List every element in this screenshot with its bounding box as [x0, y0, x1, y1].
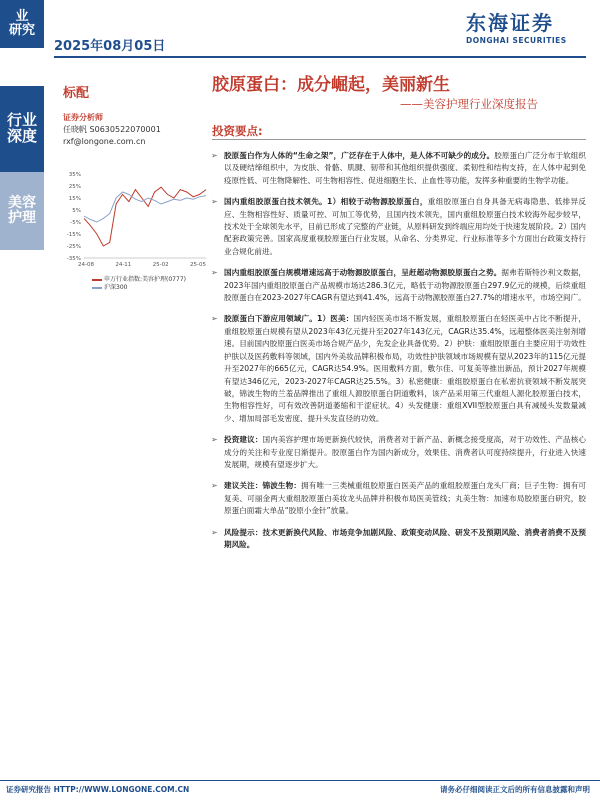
footer-divider: [0, 780, 600, 781]
key-point-item: [210, 196, 586, 258]
bullet-arrow-icon: ➢: [211, 268, 218, 278]
sidebar-tag-beauty-line1: 美容: [8, 195, 36, 212]
x-tick-label: 24-08: [78, 262, 94, 268]
industry-rating: 标配: [63, 86, 90, 101]
legend-swatch-0: [92, 279, 102, 281]
series-line-0: [84, 187, 206, 246]
key-point-bold: 建议关注：锦波生物：: [224, 481, 302, 491]
key-point-bold: 投资建议：: [224, 435, 263, 445]
key-point-item: [210, 480, 586, 517]
key-point-item: [210, 527, 586, 552]
sidebar-tag-research: [0, 0, 44, 48]
header-divider: [54, 56, 586, 58]
x-tick-label: 25-02: [152, 262, 169, 268]
legend-label-0: 申万行业指数:美容护理(0777): [104, 276, 186, 283]
series-line-1: [84, 192, 206, 222]
bullet-arrow-icon: ➢: [211, 527, 218, 537]
bullet-arrow-icon: ➢: [211, 435, 218, 445]
legend-swatch-1: [92, 287, 102, 289]
sidebar-tag-beauty-care: [0, 172, 44, 250]
footer-disclaimer: 请务必仔细阅读正文后的所有信息披露和声明: [440, 785, 590, 794]
sidebar-tag-industry-depth: [0, 86, 44, 172]
chart-legend: [92, 276, 186, 292]
analyst-heading: 证券分析师: [63, 113, 103, 122]
key-point-text: 据弗若斯特沙利文数据，2023年国内重组胶原蛋白产品规模市场达286.3亿元，略低于动物源胶原蛋白297.9亿元的规模，后续重组胶原蛋白在2023-2027年CAGR有望达到41.4%，远高于动物源胶原蛋白27.7%的增速水平，市场空间广。: [224, 268, 586, 303]
sidebar-tag-research-line1: 业: [15, 9, 29, 25]
y-tick-label: -35%: [66, 256, 81, 262]
key-points-divider: [212, 139, 586, 140]
key-point-bold: 国内重组胶原蛋白规模增速远高于动物源胶原蛋白，呈赶超动物源胶原蛋白之势。: [224, 268, 502, 278]
bullet-arrow-icon: ➢: [211, 314, 218, 324]
report-date: 2025年08月05日: [54, 39, 166, 54]
key-point-bold: 风险提示：技术更新换代风险、市场竞争加剧风险、政策变动风险、研发不及预期风险、消费者消费不及预期风险。: [224, 527, 586, 549]
key-point-item: [210, 150, 586, 187]
key-point-text: 国内美容护理市场更新换代较快，消费者对于新产品、新概念接受度高，对于功效性、产品核心成分的关注和专业度日渐提升。胶原蛋白作为国内新成分，效果佳、消费者认可度持续提升，行业进入快速发展期，规模有望逐步扩大。: [224, 435, 587, 469]
key-point-bold: 胶原蛋白下游应用领域广。1）医美：: [224, 314, 354, 324]
index-performance-chart: [60, 170, 210, 270]
key-point-item: [210, 267, 586, 304]
y-tick-label: 35%: [68, 172, 81, 178]
report-title: 胶原蛋白：成分崛起，美丽新生: [212, 75, 450, 95]
legend-label-1: 沪深300: [104, 284, 128, 291]
key-point-item: [210, 313, 586, 425]
y-tick-label: -15%: [66, 232, 81, 238]
bullet-arrow-icon: ➢: [211, 197, 218, 207]
key-point-item: [210, 434, 586, 471]
x-tick-label: 24-11: [115, 262, 132, 268]
y-tick-label: 15%: [68, 196, 81, 202]
key-point-text: 拥有唯一三类械重组胶原蛋白医美产品的重组胶原蛋白龙头厂商；巨子生物：拥有可复美、可丽金两大重组胶原蛋白美妆龙头品牌并积极布局医美管线；丸美生物：加速布局胶原蛋白研究，胶原蛋白面霜大单品“胶原小金针”放量。: [224, 481, 586, 516]
sidebar-tag-industry-line1: 行业: [6, 111, 37, 130]
y-tick-label: -25%: [66, 244, 81, 250]
bullet-arrow-icon: ➢: [211, 151, 218, 160]
bullet-arrow-icon: ➢: [211, 481, 218, 491]
x-tick-label: 25-05: [190, 262, 206, 268]
sidebar-tag-industry-line2: 深度: [6, 127, 37, 145]
company-logo: [466, 12, 590, 48]
key-points-list: [210, 150, 586, 560]
chart-svg: [60, 170, 210, 270]
legend-item-0: [92, 276, 186, 284]
logo-chinese-name: 东海证券: [466, 11, 554, 35]
analyst-name-id: 任晓帆 S0630522070001: [63, 125, 161, 134]
key-points-heading: 投资要点:: [212, 124, 263, 138]
y-tick-label: 5%: [72, 208, 81, 214]
logo-english-name: DONGHAI SECURITIES: [466, 36, 567, 45]
sidebar-tag-beauty-line2: 护理: [8, 210, 36, 226]
y-tick-label: -5%: [70, 220, 81, 226]
key-point-bold: 国内重组胶原蛋白技术领先。1）相较于动物源胶原蛋白，: [224, 197, 428, 207]
key-point-text: 胶原蛋白广泛分布于软组织以及硬结缔组织中，为皮肤、骨骼、肌腱、韧带和其他组织提供强度、柔韧性和结构支持，在人体中起到免疫原性低、可生物降解性、可生物相容性、促进细胞生长、止血性等功能，发挥多种重要的生物学功能。: [224, 151, 587, 185]
y-tick-label: 25%: [68, 184, 81, 190]
analyst-info: [63, 112, 203, 148]
key-point-text: 国内轻医美市场不断发展，重组胶原蛋白在轻医美中占比不断提升，重组胶原蛋白规模有望从2023年43亿元提升至2027年143亿元，CAGR达35.4%，远超整体医美注射剂增速。目前国内胶原蛋白医美市场合规产品少，先发企业具备优势。2）护肤：重组胶原蛋白主要应用于功效性护肤以及医药敷料等领域，国内外美妆品牌积极布局，功效性护肤领域市场规模有望从2023年的115亿元提升至2027年的665亿元，CAGR达54.9%。医用敷料方面，敷尔佳、可复美等推出新品，预计2027年规模有望达346亿元，2023-2027年CAGR达25.5%。3）私密健康：重组胶原蛋白在私密抗衰领域不断发展突破，锦波生物的兰羞品牌推出了重组人源胶原蛋白阴道敷料，该产品采用第三代重组人源化胶原蛋白技术，生物相容性好，可有效改善阴道萎缩和干涩症状。4）头发健康：重组XVII型胶原蛋白具有减缓头发数量减少、增加局部毛发密度、提升头发直径的功效。: [224, 314, 586, 423]
legend-item-1: [92, 284, 186, 292]
key-point-bold: 胶原蛋白作为人体的“生命之架”，广泛存在于人体中，是人体不可缺少的成分。: [224, 151, 495, 160]
sidebar-tag-research-line2: 研究: [8, 23, 35, 38]
analyst-email[interactable]: rxf@longone.com.cn: [63, 137, 146, 146]
footer-website[interactable]: 证券研究报告 HTTP://WWW.LONGONE.COM.CN: [6, 785, 190, 794]
key-point-text: 重组胶原蛋白自身具备无病毒隐患、低排异反应、生物相容性好、质量可控、可加工等优势，且国内技术领先，国内重组胶原蛋白技术较海外起步较早，技术处于全球领先水平，目前已形成了完整的产业链，从原料研发到终端应用均处于快速发展阶段。2）国内配套政策完善。国家高度重视胶原蛋白行业发展，从命名、分类界定、行业标准等多个方面出台政策支持行业合规化前进。: [224, 197, 587, 256]
report-subtitle: ——美容护理行业深度报告: [400, 97, 538, 111]
